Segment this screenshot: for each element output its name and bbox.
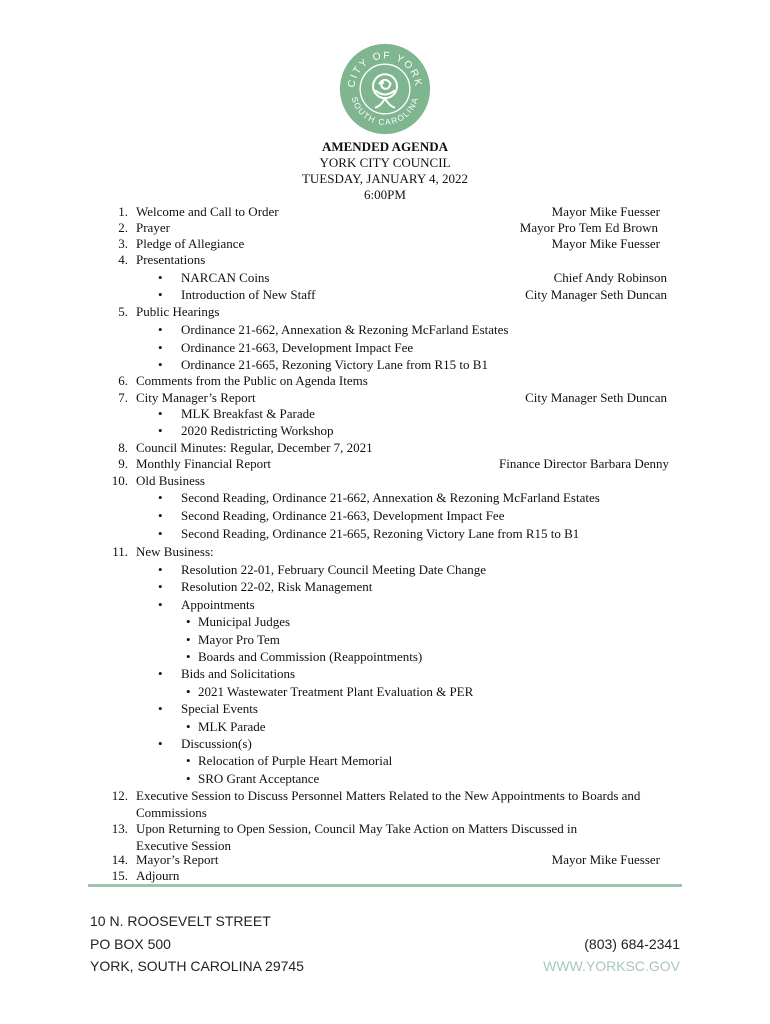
address-line-2: PO BOX 500 <box>90 936 171 952</box>
council-name: YORK CITY COUNCIL <box>319 155 451 170</box>
bullet-icon: • <box>158 423 163 438</box>
item-text: Resolution 22-02, Risk Management <box>181 579 373 594</box>
bullet-icon: • <box>158 562 163 577</box>
item-text: Upon Returning to Open Session, Council May Take Action on Matters Discussed in <box>136 821 578 836</box>
item-text: Council Minutes: Regular, December 7, 2021 <box>136 440 373 455</box>
item-number: 10. <box>111 473 128 488</box>
bullet-icon: • <box>186 632 191 647</box>
bullet-icon: • <box>158 579 163 594</box>
svg-text:SOUTH CAROLINA: SOUTH CAROLINA <box>349 95 421 128</box>
bullet-icon: • <box>158 526 163 541</box>
address-line-1: 10 N. ROOSEVELT STREET <box>90 913 271 929</box>
item-number: 12. <box>111 788 128 803</box>
item-number: 13. <box>111 821 128 836</box>
item-number: 15. <box>111 868 128 883</box>
agenda-title: AMENDED AGENDA <box>321 139 449 154</box>
item-presenter: City Manager Seth Duncan <box>525 390 667 405</box>
item-text: Relocation of Purple Heart Memorial <box>198 753 393 768</box>
item-presenter: Mayor Mike Fuesser <box>551 204 660 219</box>
item-number: 2. <box>118 220 128 235</box>
item-text: Monthly Financial Report <box>136 456 272 471</box>
bullet-icon: • <box>158 406 163 421</box>
item-presenter: Mayor Mike Fuesser <box>551 236 660 251</box>
item-text: Old Business <box>136 473 205 488</box>
item-text: NARCAN Coins <box>181 270 270 285</box>
item-text: Ordinance 21-662, Annexation & Rezoning McFarland Estates <box>181 322 509 337</box>
bullet-icon: • <box>158 666 163 681</box>
meeting-date: TUESDAY, JANUARY 4, 2022 <box>301 171 469 186</box>
item-text: City Manager’s Report <box>136 390 256 405</box>
address-line-3: YORK, SOUTH CAROLINA 29745 <box>90 958 304 974</box>
bullet-icon: • <box>158 490 163 505</box>
item-number: 4. <box>118 252 128 267</box>
item-text: Bids and Solicitations <box>181 666 296 681</box>
website-link[interactable]: WWW.YORKSC.GOV <box>543 958 680 974</box>
item-number: 9. <box>118 456 128 471</box>
item-text: Boards and Commission (Reappointments) <box>198 649 423 664</box>
item-number: 6. <box>118 373 128 388</box>
item-text: Public Hearings <box>136 304 220 319</box>
item-text: Second Reading, Ordinance 21-665, Rezoning Victory Lane from R15 to B1 <box>181 526 580 541</box>
item-text: Introduction of New Staff <box>181 287 316 302</box>
item-presenter: Finance Director Barbara Denny <box>498 456 669 471</box>
item-text: Municipal Judges <box>198 614 291 629</box>
bullet-icon: • <box>186 771 191 786</box>
svg-text:CITY OF YORK: CITY OF YORK <box>346 50 424 89</box>
item-text: Welcome and Call to Order <box>136 204 279 219</box>
bullet-icon: • <box>186 649 191 664</box>
item-number: 5. <box>118 304 128 319</box>
meeting-time: 6:00PM <box>364 187 406 202</box>
item-text: Ordinance 21-665, Rezoning Victory Lane from R15 to B1 <box>181 357 488 372</box>
item-text: 2021 Wastewater Treatment Plant Evaluation & PER <box>198 684 474 699</box>
item-text: Ordinance 21-663, Development Impact Fee <box>181 340 414 355</box>
item-presenter: Mayor Pro Tem Ed Brown <box>519 220 658 235</box>
bullet-icon: • <box>158 736 163 751</box>
bullet-icon: • <box>158 340 163 355</box>
item-text: Special Events <box>181 701 258 716</box>
item-text: Prayer <box>136 220 170 235</box>
item-text: Mayor’s Report <box>136 852 219 867</box>
bullet-icon: • <box>186 684 191 699</box>
bullet-icon: • <box>186 753 191 768</box>
item-text: Discussion(s) <box>181 736 252 751</box>
item-text: Appointments <box>181 597 255 612</box>
item-number: 14. <box>111 852 128 867</box>
item-number: 3. <box>118 236 128 251</box>
item-number: 1. <box>118 204 128 219</box>
item-number: 8. <box>118 440 128 455</box>
item-text: MLK Parade <box>198 719 266 734</box>
item-presenter: Mayor Mike Fuesser <box>551 852 660 867</box>
item-text: Second Reading, Ordinance 21-662, Annexation & Rezoning McFarland Estates <box>181 490 600 505</box>
footer-divider <box>88 884 682 887</box>
item-presenter: Chief Andy Robinson <box>553 270 667 285</box>
bullet-icon: • <box>186 719 191 734</box>
item-text: Presentations <box>136 252 206 267</box>
bullet-icon: • <box>158 701 163 716</box>
item-text: Comments from the Public on Agenda Items <box>136 373 368 388</box>
bullet-icon: • <box>186 614 191 629</box>
item-text: Second Reading, Ordinance 21-663, Development Impact Fee <box>181 508 505 523</box>
item-text: New Business: <box>136 544 214 559</box>
item-text: MLK Breakfast & Parade <box>181 406 315 421</box>
item-number: 7. <box>118 390 128 405</box>
item-text: 2020 Redistricting Workshop <box>181 423 334 438</box>
item-text: Executive Session to Discuss Personnel Matters Related to the New Appointments to Boards and <box>136 788 641 803</box>
item-text: Adjourn <box>136 868 180 883</box>
phone-number: (803) 684-2341 <box>584 936 680 952</box>
bullet-icon: • <box>158 287 163 302</box>
item-text: SRO Grant Acceptance <box>198 771 320 786</box>
bullet-icon: • <box>158 597 163 612</box>
bullet-icon: • <box>158 508 163 523</box>
item-number: 11. <box>112 544 128 559</box>
item-text: Pledge of Allegiance <box>136 236 245 251</box>
item-text: Resolution 22-01, February Council Meeting Date Change <box>181 562 487 577</box>
item-presenter: City Manager Seth Duncan <box>525 287 667 302</box>
item-text: Commissions <box>136 805 207 820</box>
bullet-icon: • <box>158 270 163 285</box>
bullet-icon: • <box>158 357 163 372</box>
item-text: Executive Session <box>136 838 231 853</box>
item-text: Mayor Pro Tem <box>198 632 280 647</box>
bullet-icon: • <box>158 322 163 337</box>
